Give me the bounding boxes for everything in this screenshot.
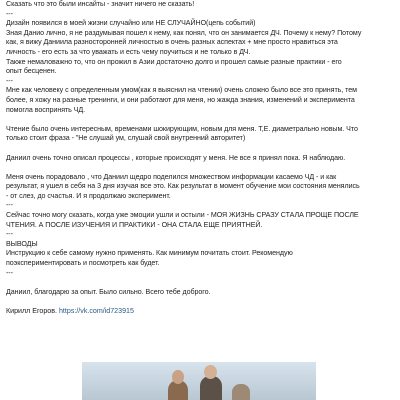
post-line: ---: [6, 76, 13, 85]
post-line: Чтение было очень интересным, временами шокирующим, новым для меня. Т,Е. диаметрально новым. Что: [6, 124, 358, 133]
post-body: [6, 0, 396, 307]
post-line: Мне как человеку с определенным умом(как я выяснил на чтении) очень сложно было все это принять, тем: [6, 86, 357, 95]
person-head: [172, 370, 184, 384]
post-line: [6, 163, 396, 173]
post-line: Дизайн появился в моей жизни случайно или НЕ СЛУЧАЙНО(цепь событий): [6, 19, 256, 28]
post-line: [6, 278, 396, 288]
post-line: опыт бесценен.: [6, 67, 57, 76]
author-name: Кирилл Егоров.: [6, 307, 57, 315]
post-line: личность - его есть за что уважать и есть чему поучиться и не только в ДЧ.: [6, 47, 251, 56]
person-head: [204, 365, 217, 379]
post-line: Меня очень порадовало , что Даниил щедро поделился множеством информации касаемо ЧД - и как: [6, 172, 337, 181]
post-line: [6, 297, 396, 307]
post-line: - от слез, до счастья. И я продолжаю эксперимент.: [6, 191, 171, 200]
signature-line: [6, 307, 396, 317]
person-figure: [200, 376, 222, 400]
post-line: ---: [6, 268, 13, 277]
post-line: Зная Данио лично, я не раздумывая пошел к нему, как понял, что он занимается ДЧ. Почему к нему? Потому: [6, 28, 362, 37]
post-line: поэкспериментировать и посмотреть как будет.: [6, 259, 160, 268]
person-figure: [232, 384, 250, 400]
post-line: результат, я ушел в себя на 3 дня изучая все это. Как результат в момент обучение мои состояния менялись: [6, 182, 360, 191]
post-line: [6, 115, 396, 125]
review-photo[interactable]: [82, 362, 316, 400]
post-line: ---: [6, 201, 13, 210]
author-profile-link[interactable]: https://vk.com/id723915: [58, 307, 134, 315]
post-line: Даниил, благодарю за опыт. Было сильно. Всего тебе доброго.: [6, 287, 211, 296]
post-line: ВЫВОДЫ: [6, 239, 38, 248]
post-line: [6, 144, 396, 154]
post-line: только стоит фраза - "Не слушай ум, слушай свой внутренний авторитет): [6, 134, 246, 143]
post-line: ---: [6, 9, 13, 18]
post-line: Сейчас точно могу сказать, когда уже эмоции ушли и остыли - МОЯ ЖИЗНЬ СРАЗУ СТАЛА ПРОЩЕ ПОСЛЕ: [6, 211, 359, 220]
post-line: как, я вижу Даниила разносторонней личностью в очень разных аспектах + мне просто нравиться эта: [6, 38, 338, 47]
post-line: более, я хожу на разные тренинги, и они работают для меня, но жажда знания, изменений и эксперимента: [6, 95, 355, 104]
post-line: ---: [6, 230, 13, 239]
post-line: Также немаловажно то, что он прожил в Азии достаточно долго и прошел самые разные практики - его: [6, 57, 342, 66]
post-line: Сказать что это были инсайты - значит ничего не сказать!: [6, 0, 195, 8]
post-line: помогла воспринять ЧД.: [6, 105, 86, 114]
post-line: Даниил очень точно описал процессы , которые происходят у меня. Не все я принял пока. Я наблюдаю.: [6, 153, 346, 162]
post-line: Инструкцию к себе самому нужно применять. Как минимум почитать стоит. Рекомендую: [6, 249, 293, 258]
post-line: ЧТЕНИЯ. А ПОСЛЕ ИЗУЧЕНИЯ И ПРАКТИКИ - ОНА СТАЛА ЕЩЕ ПРИЯТНЕЙ.: [6, 220, 263, 229]
